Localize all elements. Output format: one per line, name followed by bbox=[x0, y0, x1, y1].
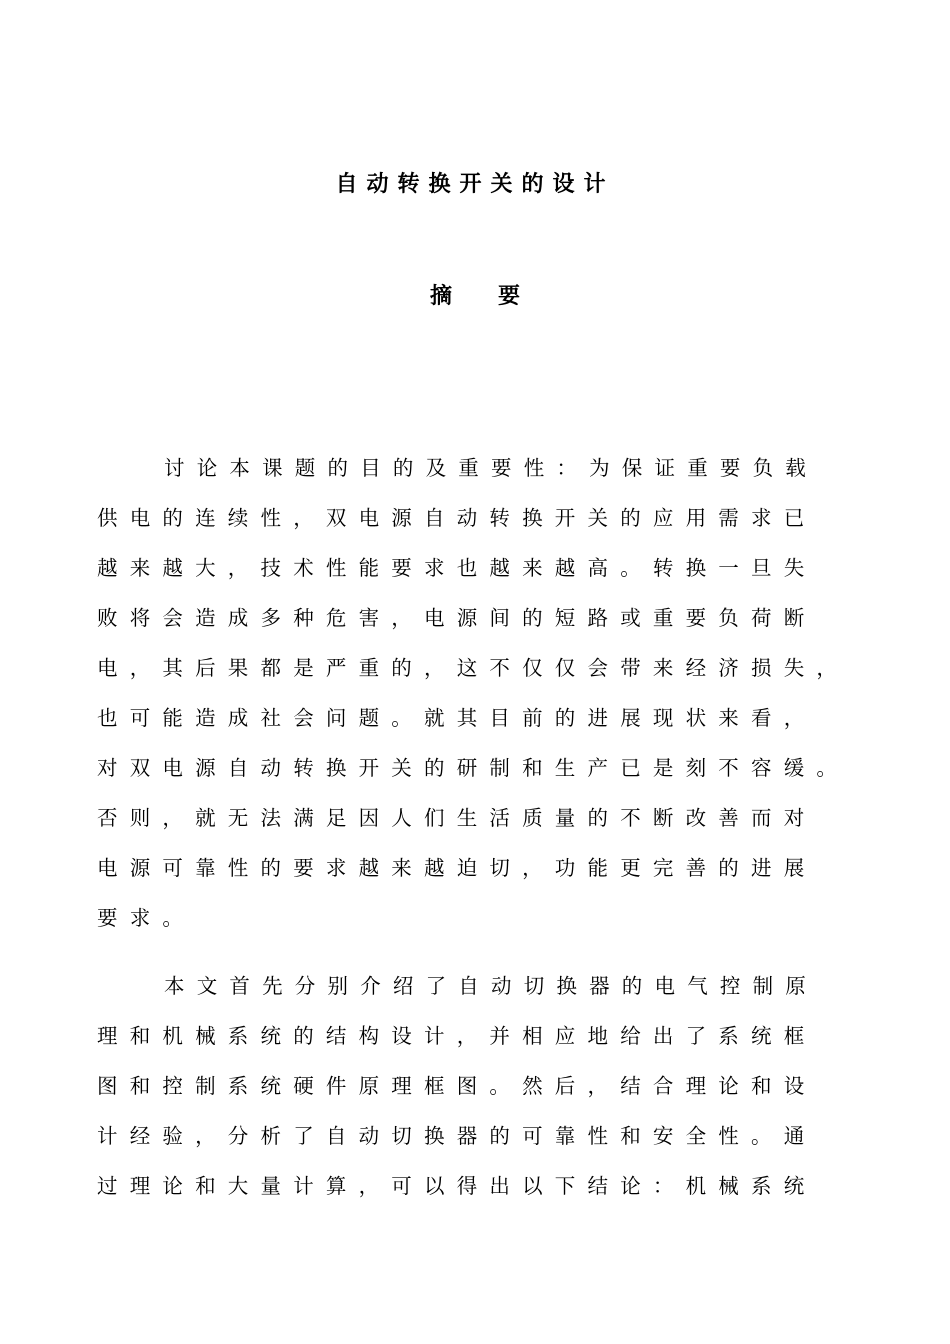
paragraph-line: 要求。 bbox=[97, 906, 196, 930]
document-title: 自动转换开关的设计 bbox=[335, 172, 615, 197]
paragraph-line: 否则，就无法满足因人们生活质量的不断改善而对 bbox=[97, 806, 817, 830]
abstract-heading-char-1: 摘 bbox=[429, 284, 452, 309]
abstract-paragraph-2 bbox=[97, 961, 857, 1211]
paragraph-line: 计经验，分析了自动切换器的可靠性和安全性。通 bbox=[97, 1124, 817, 1148]
paragraph-line: 过理论和大量计算，可以得出以下结论：机械系统 bbox=[97, 1174, 817, 1198]
paragraph-line: 电，其后果都是严重的，这不仅仅会带来经济损失， bbox=[97, 656, 850, 680]
paragraph-line: 越来越大，技术性能要求也越来越高。转换一旦失 bbox=[97, 556, 817, 580]
paragraph-line: 对双电源自动转换开关的研制和生产已是刻不容缓。 bbox=[97, 756, 850, 780]
paragraph-line: 图和控制系统硬件原理框图。然后，结合理论和设 bbox=[97, 1074, 817, 1098]
paragraph-line: 理和机械系统的结构设计，并相应地给出了系统框 bbox=[97, 1024, 817, 1048]
paragraph-line: 讨论本课题的目的及重要性：为保证重要负载 bbox=[164, 456, 818, 480]
paragraph-line: 供电的连续性，双电源自动转换开关的应用需求已 bbox=[97, 506, 817, 530]
paragraph-line: 败将会造成多种危害，电源间的短路或重要负荷断 bbox=[97, 606, 817, 630]
abstract-paragraph-1 bbox=[97, 443, 857, 943]
abstract-heading bbox=[0, 282, 950, 312]
paragraph-line: 电源可靠性的要求越来越迫切，功能更完善的进展 bbox=[97, 856, 817, 880]
abstract-heading-char-2: 要 bbox=[498, 284, 521, 309]
paragraph-line: 也可能造成社会问题。就其目前的进展现状来看， bbox=[97, 706, 817, 730]
paragraph-line: 本文首先分别介绍了自动切换器的电气控制原 bbox=[164, 974, 818, 998]
